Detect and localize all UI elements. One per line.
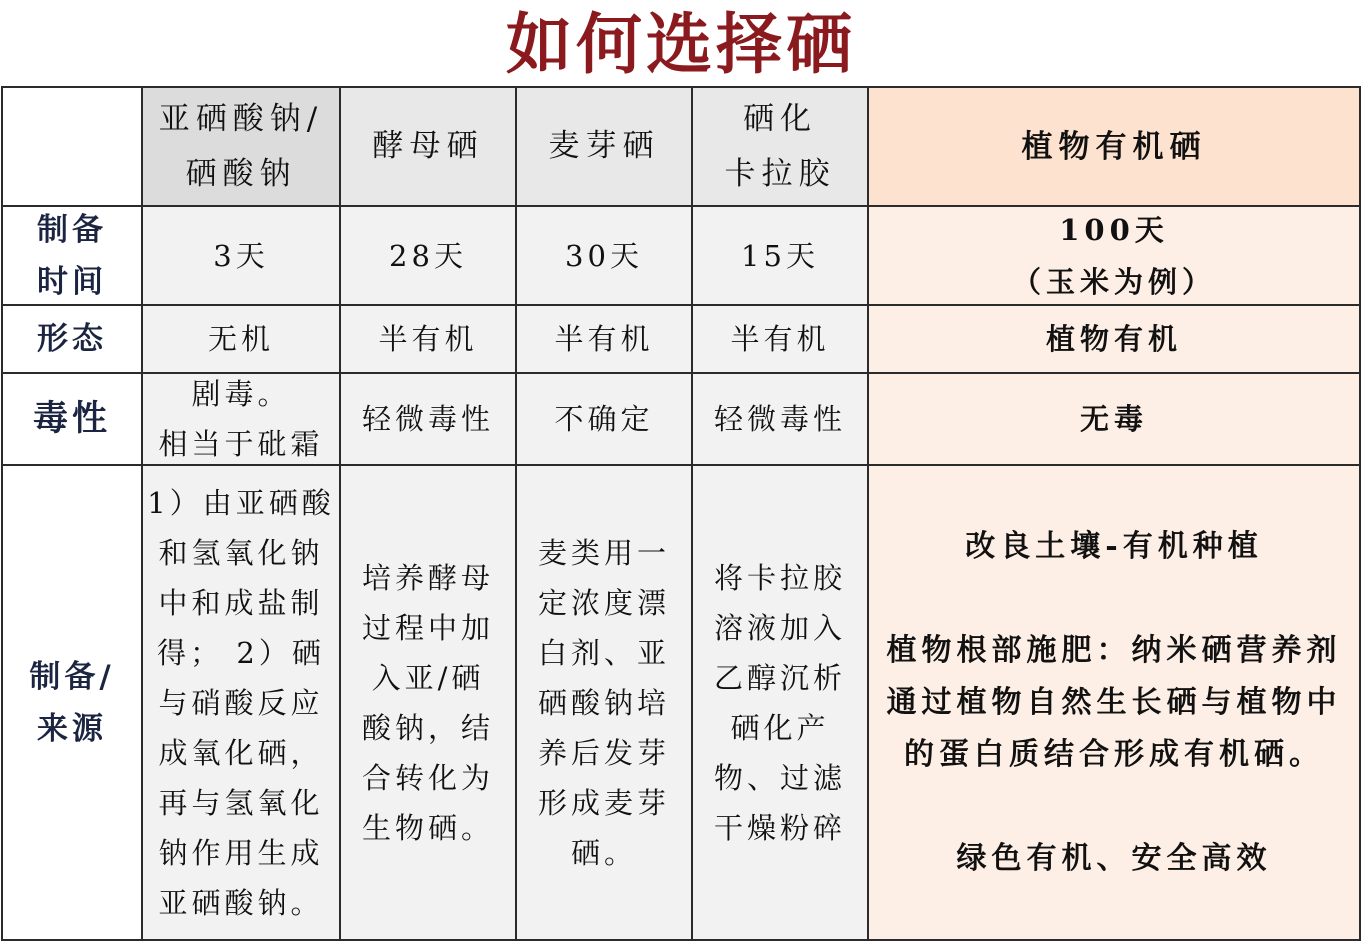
source-cell: 培养酵母 过程中加 入亚/硒 酸钠，结 合转化为 生物硒。: [341, 466, 515, 939]
source-cell: 麦类用一 定浓度漂 白剂、亚 硒酸钠培 养后发芽 形成麦芽 硒。: [517, 466, 691, 939]
header-malt-selenium: 麦芽硒: [517, 88, 691, 205]
page-title: 如何选择硒: [506, 5, 856, 83]
source-cell-highlight: 改良土壤-有机种植 植物根部施肥：纳米硒营养剂 通过植物自然生长硒与植物中 的蛋白质结合形成有机硒。 绿色有机、安全高效: [869, 466, 1359, 939]
prep-time-cell: 30天: [517, 207, 691, 304]
form-cell: 半有机: [693, 306, 867, 372]
source-cell: 1）由亚硒酸 和氢氧化钠 中和成盐制 得； 2）硒 与硝酸反应 成氧化硒， 再与氢氧化 钠作用生成 亚硒酸钠。: [143, 466, 339, 939]
header-plant-organic-selenium: 植物有机硒: [869, 88, 1359, 205]
toxicity-cell: 轻微毒性: [693, 374, 867, 464]
form-cell: 半有机: [517, 306, 691, 372]
toxicity-cell: 剧毒。 相当于砒霜: [143, 374, 339, 464]
toxicity-cell-highlight: 无毒: [869, 374, 1359, 464]
row-label-prep-time: 制备 时间: [3, 207, 141, 304]
header-sodium-selenite: 亚硒酸钠/ 硒酸钠: [143, 88, 339, 205]
toxicity-cell: 不确定: [517, 374, 691, 464]
row-label-toxicity: 毒性: [3, 374, 141, 464]
form-cell: 半有机: [341, 306, 515, 372]
toxicity-cell: 轻微毒性: [341, 374, 515, 464]
source-cell: 将卡拉胶 溶液加入 乙醇沉析 硒化产 物、过滤 干燥粉碎: [693, 466, 867, 939]
row-label-form: 形态: [3, 306, 141, 372]
header-selenium-carrageenan: 硒化 卡拉胶: [693, 88, 867, 205]
header-yeast-selenium: 酵母硒: [341, 88, 515, 205]
prep-time-cell: 3天: [143, 207, 339, 304]
prep-time-cell-highlight: 100天 （玉米为例）: [869, 207, 1359, 304]
form-cell: 无机: [143, 306, 339, 372]
comparison-table: [1, 86, 1361, 941]
prep-time-cell: 15天: [693, 207, 867, 304]
row-label-source: 制备/ 来源: [3, 466, 141, 939]
form-cell-highlight: 植物有机: [869, 306, 1359, 372]
prep-time-cell: 28天: [341, 207, 515, 304]
corner-cell: [3, 88, 141, 205]
